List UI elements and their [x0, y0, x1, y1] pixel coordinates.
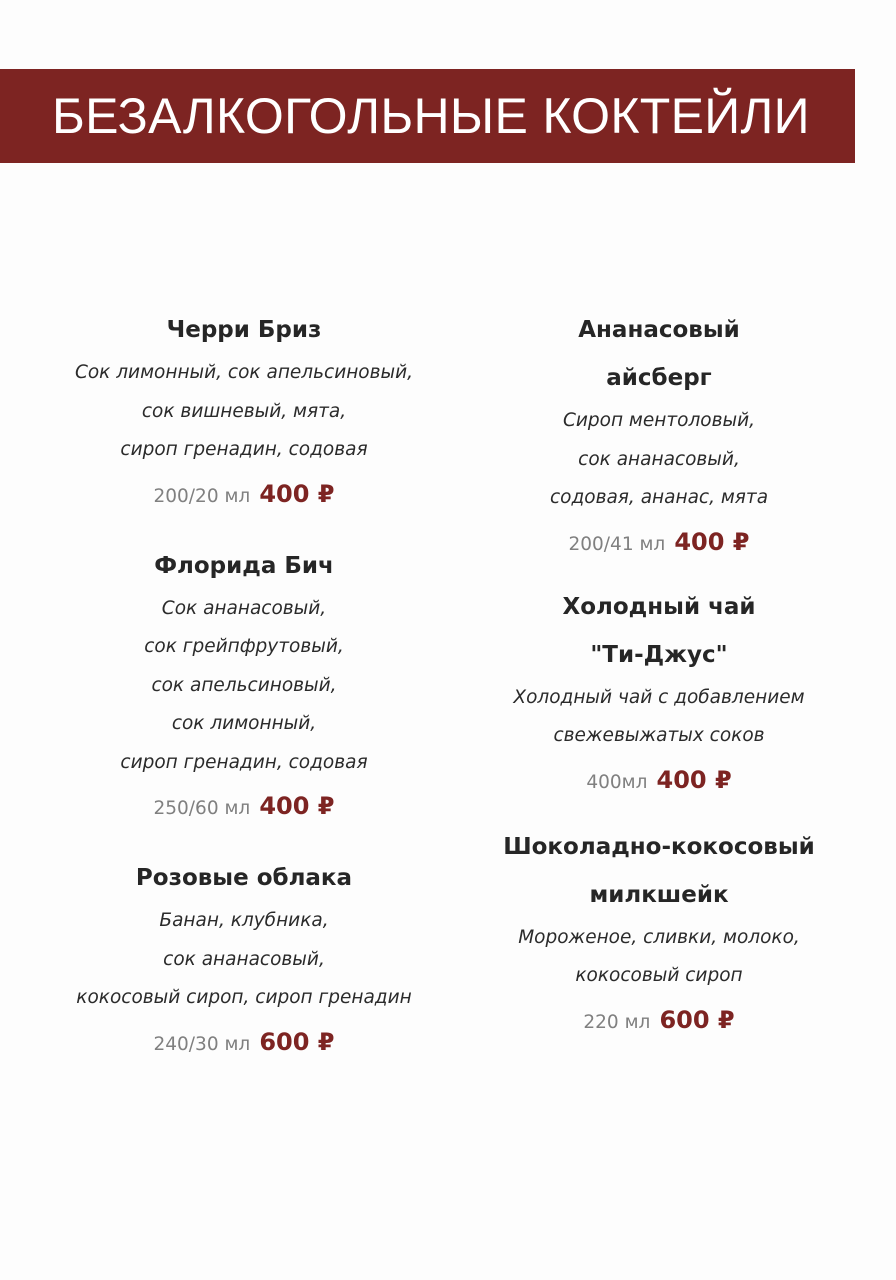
item-price: 600 ₽ — [259, 1027, 335, 1056]
item-price: 600 ₽ — [659, 1005, 735, 1034]
item-description-line: Банан, клубника, — [159, 910, 329, 931]
item-description-line: сок ананасовый, — [163, 948, 325, 970]
item-description-line: кокосовый сироп — [575, 965, 743, 986]
item-description-line: сок вишневый, мята, — [141, 400, 347, 422]
item-description-line: сироп гренадин, содовая — [120, 751, 368, 773]
menu-item — [44, 854, 444, 1069]
item-name-line: Ананасовый — [578, 317, 740, 343]
item-description — [459, 402, 859, 518]
item-description-line: Сок лимонный, сок апельсиновый, — [74, 362, 414, 383]
item-name-line: милкшейк — [589, 881, 729, 908]
item-volume: 250/60 мл — [153, 798, 251, 819]
item-description — [459, 919, 859, 996]
item-price-row — [459, 518, 859, 569]
left-menu-column — [44, 306, 444, 1090]
item-description-line: содовая, ананас, мята — [549, 487, 769, 508]
item-price-row — [459, 996, 859, 1047]
item-description-line: сок апельсиновый, — [151, 674, 337, 696]
item-price-row — [459, 756, 859, 807]
item-description — [459, 679, 859, 756]
item-name — [44, 306, 444, 354]
item-description-line: сироп гренадин, содовая — [120, 439, 368, 460]
item-description-line: Мороженое, сливки, молоко, — [518, 926, 800, 948]
item-description-line: свежевыжатых соков — [553, 725, 765, 746]
item-volume: 220 мл — [583, 1011, 651, 1033]
item-volume: 200/20 мл — [153, 485, 251, 507]
item-price-row — [44, 1018, 444, 1069]
item-volume: 200/41 мл — [568, 533, 666, 555]
menu-item — [44, 306, 444, 521]
item-name-line: Черри Бриз — [166, 317, 322, 343]
item-name — [44, 854, 444, 902]
item-description-line: сок ананасовый, — [578, 448, 740, 470]
item-name-line: Розовые облака — [135, 865, 353, 891]
item-description-line: Холодный чай с добавлением — [513, 686, 805, 708]
item-description — [44, 354, 444, 470]
item-description-line: кокосовый сироп, сироп гренадин — [76, 987, 412, 1008]
item-price: 400 ₽ — [674, 527, 750, 556]
menu-item — [459, 583, 859, 807]
item-name-line: Шоколадно-кокосовый — [503, 833, 815, 860]
item-name — [459, 823, 859, 919]
item-name — [44, 542, 444, 590]
item-name-line: Холодный чай — [562, 593, 756, 620]
item-name — [459, 306, 859, 402]
item-name-line: Флорида Бич — [154, 552, 334, 579]
item-name-line: айсберг — [606, 365, 712, 391]
item-price: 400 ₽ — [259, 792, 335, 820]
item-price: 400 ₽ — [259, 479, 335, 508]
item-price-row — [44, 782, 444, 833]
item-description-line: сок грейпфрутовый, — [144, 636, 344, 657]
right-menu-column — [459, 306, 859, 1061]
item-description-line: Сок ананасовый, — [161, 597, 327, 619]
item-description-line: сок лимонный, — [171, 713, 317, 734]
page-title: БЕЗАЛКОГОЛЬНЫЕ КОКТЕЙЛИ — [52, 88, 810, 144]
item-name-line: "Ти-Джус" — [590, 641, 728, 668]
item-description — [44, 590, 444, 783]
item-name — [459, 583, 859, 679]
item-price-row — [44, 470, 444, 521]
item-description — [44, 902, 444, 1018]
menu-item — [459, 823, 859, 1047]
header-banner — [0, 69, 855, 163]
item-volume: 400мл — [586, 771, 648, 793]
item-volume: 240/30 мл — [153, 1033, 251, 1055]
menu-item — [459, 306, 859, 569]
item-price: 400 ₽ — [656, 765, 732, 794]
item-description-line: Сироп ментоловый, — [562, 410, 756, 431]
menu-item — [44, 542, 444, 834]
